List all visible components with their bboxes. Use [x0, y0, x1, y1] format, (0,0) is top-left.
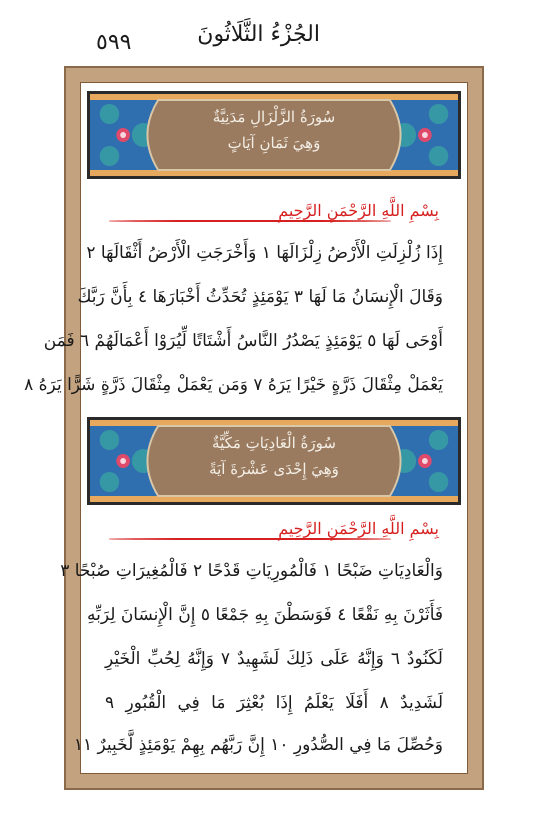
basmala [109, 519, 439, 547]
surah-banner-zalzalah [87, 91, 461, 179]
verse-line: وَحُصِّلَ مَا فِي الصُّدُورِ ١٠ إِنَّ رَبَّهُم بِهِمْ يَوْمَئِذٍ لَّخَبِيرٌ ١١ [73, 735, 443, 755]
basmala-text: بِسْمِ اللَّهِ الرَّحْمَنِ الرَّحِيمِ [278, 519, 439, 538]
text-area [24, 82, 468, 774]
surah-subtitle: وَهِيَ ثَمَانِ آيَاتٍ [227, 134, 321, 152]
verse-line: إِذَا زُلْزِلَتِ الْأَرْضُ زِلْزَالَهَا ١ وَأَخْرَجَتِ الْأَرْضُ أَثْقَالَهَا ٢ [86, 243, 443, 263]
page-header [0, 0, 550, 62]
page-frame [24, 66, 484, 790]
page-number: ٥٩٩ [96, 30, 132, 55]
verse-line: يَعْمَلْ مِثْقَالَ ذَرَّةٍ خَيْرًا يَرَهُ ٧ وَمَن يَعْمَلْ مِثْقَالَ ذَرَّةٍ شَرًّا يَرَهُ ٨ [24, 375, 443, 395]
surah-banner-adiyat [87, 417, 461, 505]
surah-subtitle: وَهِيَ إِحْدَى عَشْرَةَ آيَةً [209, 460, 339, 478]
verse-line: فَأَثَرْنَ بِهِ نَقْعًا ٤ فَوَسَطْنَ بِهِ جَمْعًا ٥ إِنَّ الْإِنسَانَ لِرَبِّهِ [87, 605, 443, 625]
verse-line: لَشَدِيدٌ ٨ أَفَلَا يَعْلَمُ إِذَا بُعْثِرَ مَا فِي الْقُبُورِ ٩ [105, 693, 444, 713]
verse-line: لَكَنُودٌ ٦ وَإِنَّهُ عَلَى ذَلِكَ لَشَهِيدٌ ٧ وَإِنَّهُ لِحُبِّ الْخَيْرِ [105, 649, 443, 669]
basmala [109, 201, 439, 229]
surah-title: سُورَةُ الْعَادِيَاتِ مَكِّيَّةٌ [212, 434, 336, 452]
basmala-text: بِسْمِ اللَّهِ الرَّحْمَنِ الرَّحِيمِ [278, 201, 439, 220]
verse-line: أَوْحَى لَهَا ٥ يَوْمَئِذٍ يَصْدُرُ النَّاسُ أَشْتَاتًا لِّيُرَوْا أَعْمَالَهُمْ ٦ فَمَن [43, 331, 443, 351]
basmala-stroke [109, 538, 391, 540]
basmala-stroke [109, 220, 391, 222]
juz-title: الجُزْءُ الثَّلَاثُونَ [197, 22, 320, 47]
verse-line: وَقَالَ الْإِنسَانُ مَا لَهَا ٣ يَوْمَئِذٍ تُحَدِّثُ أَخْبَارَهَا ٤ بِأَنَّ رَبَّكَ [77, 287, 443, 307]
surah-title: سُورَةُ الزَّلْزَالِ مَدَنِيَّةٌ [212, 108, 336, 126]
verse-line: وَالْعَادِيَاتِ ضَبْحًا ١ فَالْمُورِيَاتِ قَدْحًا ٢ فَالْمُغِيرَاتِ صُبْحًا ٣ [60, 561, 443, 581]
